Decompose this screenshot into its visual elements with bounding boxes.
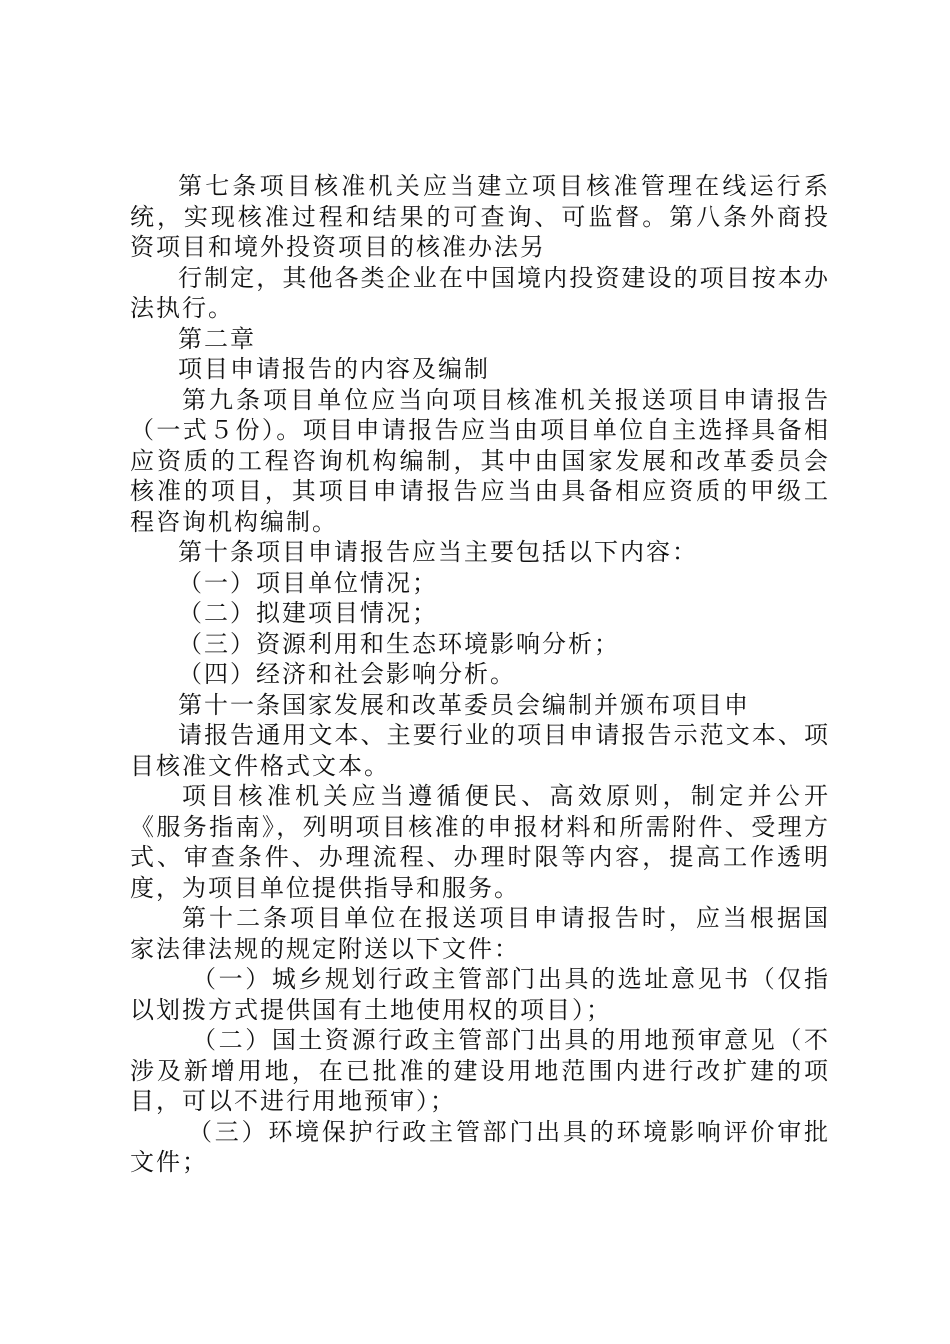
service-guide-paragraph: 项目核准机关应当遵循便民、高效原则，制定并公开《服务指南》，列明项目核准的申报材料和所需附件、受理方式、审查条件、办理流程、办理时限等内容，提高工作透明度，为项目单位提供指导和服务。 bbox=[130, 782, 830, 902]
chapter-title: 项目申请报告的内容及编制 bbox=[178, 355, 490, 383]
article-12-item-3: （三）环境保护行政主管部门出具的环境影响评价审批文件； bbox=[130, 1117, 830, 1176]
article-12-item-2: （二）国土资源行政主管部门出具的用地预审意见（不涉及新增用地，在已批准的建设用地范围内进行改扩建的项目，可以不进行用地预审）； bbox=[130, 1026, 830, 1115]
article-10-item-2: （二）拟建项目情况； bbox=[178, 599, 438, 627]
article-11-paragraph: 第十一条国家发展和改革委员会编制并颁布项目申 bbox=[178, 690, 750, 719]
article-10-item-3: （三）资源利用和生态环境影响分析； bbox=[178, 629, 620, 658]
article-9-paragraph: 第九条项目单位应当向项目核准机关报送项目申请报告（一式５份）。项目申请报告应当由项目单位自主选择具备相应资质的工程咨询机构编制，其中由国家发展和改革委员会核准的项目，其项目申请报告应当由具备相应资质的甲级工程咨询机构编制。 bbox=[130, 385, 830, 536]
article-12-item-1: （一）城乡规划行政主管部门出具的选址意见书（仅指以划拨方式提供国有土地使用权的项目）； bbox=[130, 965, 830, 1024]
chapter-heading: 第二章 bbox=[178, 324, 256, 353]
article-10-paragraph: 第十条项目申请报告应当主要包括以下内容： bbox=[178, 538, 698, 566]
article-8-continuation-paragraph: 行制定，其他各类企业在中国境内投资建设的项目按本办法执行。 bbox=[130, 263, 830, 322]
article-7-paragraph: 第七条项目核准机关应当建立项目核准管理在线运行系统，实现核准过程和结果的可查询、可监督。第八条外商投资项目和境外投资项目的核准办法另 bbox=[130, 172, 830, 261]
article-11-continuation-paragraph: 请报告通用文本、主要行业的项目申请报告示范文本、项目核准文件格式文本。 bbox=[130, 721, 830, 780]
article-10-item-4: （四）经济和社会影响分析。 bbox=[178, 660, 516, 688]
article-12-paragraph: 第十二条项目单位在报送项目申请报告时，应当根据国家法律法规的规定附送以下文件： bbox=[130, 904, 830, 963]
article-10-item-1: （一）项目单位情况； bbox=[178, 568, 438, 597]
document-body bbox=[130, 171, 830, 1178]
